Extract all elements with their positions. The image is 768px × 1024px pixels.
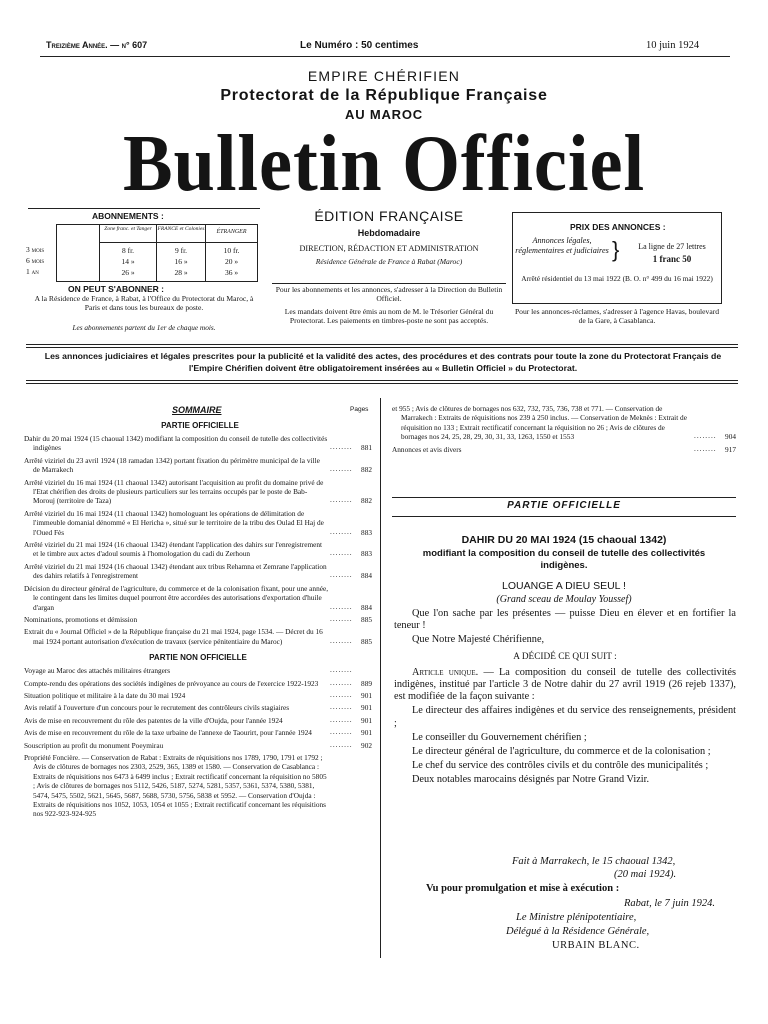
toc-entry: Arrêté viziriel du 16 mai 1924 (11 chaoual 1342) homologuant les opérations de délimitation de l'immeuble domanial dénommé « El Hericha », situé sur le territoire de la tribu des Oulad El Haj de l'Oued Fès ........ 883 [24, 508, 372, 537]
toc-entry-text: Nominations, promotions et démission [24, 614, 138, 624]
toc-entry: Avis de mise en recouvrement du rôle de la taxe urbaine de l'annexe de Taourirt, pour l'année 1924 ........ 901 [24, 727, 372, 738]
prix-value: 1 franc 50 [652, 254, 692, 264]
prix-ligne: La ligne de 27 lettres [638, 242, 706, 251]
toc-page-number: 881 [361, 443, 372, 453]
issue-price: Le Numéro : 50 centimes [300, 40, 419, 51]
toc-entry-text: Arrêté viziriel du 23 avril 1924 (18 ramadan 1342) portant fixation du périmètre municipal de la ville de Marrakech [24, 455, 320, 475]
toc-entry: Avis relatif à l'ouverture d'un concours pour le recrutement des contrôleurs civils stagiaires ........ 901 [24, 702, 372, 713]
notice-rule-bottom-2 [26, 383, 738, 384]
prix-title: PRIX DES ANNONCES : [570, 222, 666, 232]
edition-para2: Les mandats doivent être émis au nom de M. le Trésorier Général du Protectorat. Les paiements en timbres-poste ne sont pas acceptés. [284, 307, 494, 325]
toc-entry-text: Souscription au profit du monument Poeymirau [24, 740, 164, 750]
dahir-subtitle: modifiant la composition du conseil de tutelle des collectivités indigènes. [422, 548, 706, 571]
council-member: Le chef du service des contrôles civils et du contrôle des municipalités ; [412, 760, 709, 772]
toc-page-number: 901 [361, 703, 372, 713]
abonner-title: ON PEUT S'ABONNER : [68, 284, 164, 294]
masthead-protectorat: Protectorat de la République Française [220, 87, 548, 104]
dahir-decide: A DÉCIDÉ CE QUI SUIT : [513, 651, 617, 662]
row-label-1-an: 1 an [26, 267, 39, 276]
masthead-empire: EMPIRE CHÉRIFIEN [307, 68, 461, 84]
toc-officielle-list [24, 434, 372, 822]
column-divider [380, 398, 381, 958]
toc-page-number: 889 [361, 678, 372, 688]
toc-page-number: 901 [361, 715, 372, 725]
toc-entry-text: Situation politique et militaire à la date du 30 mai 1924 [24, 690, 186, 700]
masthead-au-maroc: AU MAROC [345, 107, 423, 122]
toc-entry [24, 753, 372, 819]
top-rule [40, 56, 730, 57]
row-label-3-mois: 3 mois [26, 245, 45, 254]
toc-entry-text: Avis de mise en recouvrement du rôle des patentes de la ville d'Oujda, pour l'année 1924 [24, 715, 283, 725]
edition-title: ÉDITION FRANÇAISE [314, 208, 464, 224]
toc-entry-text: Dahir du 20 mai 1924 (15 chaoual 1342) modifiant la composition du conseil de tutelle des collectivités indigènes [24, 434, 328, 453]
toc-entry-text: Annonces et avis divers [392, 444, 462, 454]
toc-entry-text: Arrêté viziriel du 21 mai 1924 (16 chaoual 1342) étendant aux tribus Rehamna et Zemrane l'application des dahirs relatifs à l'enregistrement [24, 561, 327, 581]
toc-entry: Avis de mise en recouvrement du rôle des patentes de la ville d'Oujda, pour l'année 1924 ........ 901 [24, 714, 372, 725]
toc-page-number: 884 [361, 602, 372, 612]
abonnements-table [56, 224, 258, 282]
dahir-majeste: Que Notre Majesté Chérifienne, [412, 634, 545, 646]
toc-page-number: 901 [361, 690, 372, 700]
fait-a-marrakech: Fait à Marrakech, le 15 chaoual 1342, [512, 856, 676, 867]
ministre-title: Le Ministre plénipotentiaire, [516, 912, 637, 923]
col-header-france: FRANCE et Colonies [157, 226, 205, 232]
toc-entry: Situation politique et militaire à la date du 30 mai 1924 ........ 901 [24, 689, 372, 700]
toc-entry-text: Extrait du « Journal Officiel » de la République française du 21 mai 1924, page 1534. — Décret du 16 mai 1924 portant autorisation d'exécution de travaux (service pénitentiaire du Maroc) [24, 627, 323, 646]
toc-entry: Extrait du « Journal Officiel » de la République française du 21 mai 1924, page 1534. — Décret du 16 mai 1924 portant autorisation d'exécution de travaux (service pénitentiaire du Maroc) ........ 885 [24, 627, 372, 646]
article-label: Article unique. [412, 666, 479, 678]
partie-officielle-label: PARTIE OFFICIELLE [161, 421, 239, 430]
toc-page-number: 885 [361, 614, 372, 624]
edition-residence: Résidence Générale de France à Rabat (Maroc) [315, 257, 463, 266]
issue-number: Treizième Année. — n° 607 [46, 40, 148, 50]
toc-entry: Décision du directeur général de l'agriculture, du commerce et de la colonisation fixant, pour une année, le contingent dans les limites duquel pourront être accordées des autorisations d'exportation d'huile d'argan ........ 884 [24, 583, 372, 612]
toc-page-number: 882 [361, 465, 372, 475]
prix-legal-label: Annonces légales, réglementaires et judiciaires [515, 236, 609, 255]
abonnements-note: Les abonnements partent du 1er de chaque mois. [72, 323, 216, 332]
price-3m-zone: 8 fr. [121, 246, 135, 255]
toc-page-number: 883 [361, 527, 372, 537]
price-1y-france: 28 » [174, 268, 188, 277]
toc-entry-text: Propriété Foncière. — Conservation de Rabat : Extraits de réquisitions nos 1789, 1790, 1791 et 1792 ; Avis de clôtures de bornages nos 2303, 2529, 365, 1389 et 1580. — Conservation de Casablanca : Extraits de réquisitions nos 6473 à 6499 inclus ; Extrait rectificatif concernant la réquisition no 5805 ; Avis de clôtures de bornages nos 5112, 5426, 5187, 5274, 5281, 5357, 5361, 5374, 5380, 5381, 5474, 5475, 5502, 5621, 5645, 5687, 5688, 5730, 5756, 5838 et 5952. — Conservation d'Oujda : Extraits de réquisitions nos 1052, 1053, 1054 et 1055 ; Extrait rectificatif concernant les réquisitions nos 922-923-924-925 [24, 752, 327, 819]
toc-entry-text: Décision du directeur général de l'agriculture, du commerce et de la colonisation fixant, pour une année, le contingent dans les limites duquel pourront être accordées des autorisations d'exportation d'huile d'argan [24, 583, 329, 612]
masthead-title: Bulletin Officiel [122, 120, 646, 208]
edition-frequency: Hebdomadaire [357, 228, 421, 238]
toc-entry: Souscription au profit du monument Poeymirau ........ 902 [24, 739, 372, 750]
row-label-6-mois: 6 mois [26, 256, 45, 265]
toc-entry: Dahir du 20 mai 1924 (15 chaoual 1342) modifiant la composition du conseil de tutelle des collectivités indigènes ........ 881 [24, 434, 372, 453]
fait-date: (20 mai 1924). [614, 869, 677, 880]
issue-date: 10 juin 1924 [646, 40, 700, 51]
partie-officielle-header: PARTIE OFFICIELLE [507, 500, 621, 511]
toc-entry-text: Avis relatif à l'ouverture d'un concours pour le recrutement des contrôleurs civils stagiaires [24, 703, 290, 713]
toc-entry: Compte-rendu des opérations des sociétés indigènes de prévoyance au cours de l'exercice 1922-1923 ........ 889 [24, 677, 372, 688]
toc-entry: Arrêté viziriel du 21 mai 1924 (16 chaoual 1342) étendant l'application des dahirs sur l'enregistrement et le timbre aux actes d'adoul soumis à l'homologation du cadi du Zerhoun ........ 883 [24, 540, 372, 559]
abonner-text: A la Résidence de France, à Rabat, à l'Office du Protectorat du Maroc, à Paris et dans tous les bureaux de poste. [34, 294, 254, 312]
rabat-date: Rabat, le 7 juin 1924. [624, 898, 715, 909]
council-member: Le directeur des affaires indigènes et du service des renseignements, président ; [394, 705, 736, 729]
signature: URBAIN BLANC. [552, 940, 640, 951]
toc-entry: Voyage au Maroc des attachés militaires étrangers ........ [24, 665, 353, 676]
toc-entry-text: Arrêté viziriel du 21 mai 1924 (16 chaoual 1342) étendant l'application des dahirs sur l'enregistrement et le timbre aux actes d'adoul soumis à l'homologation du cadi du Zerhoun [24, 540, 323, 559]
sommaire-pages-label: Pages [350, 406, 369, 413]
dahir-preamble: Que l'on sache par les présentes — puisse Dieu en élever et en fortifier la teneur ! [394, 608, 736, 632]
council-member: Deux notables marocains désignés par Notre Grand Vizir. [412, 774, 650, 786]
toc-entry: et 955 ; Avis de clôtures de bornages nos 632, 732, 735, 736, 738 et 771. — Conservation de Marrakech : Extraits de réquisitions nos 239 à 250 inclus. — Conservation de Meknès : Extrait de réquisition no 133 ; Extrait rectificatif concernant la réquisition no 26 ; Avis de clôtures de bornages nos 24, 25, 28, 29, 30, 31, 33, 1263, 1550 et 1553 ........ 904 [392, 404, 736, 442]
prix-arrete: Arrêté résidentiel du 13 mai 1922 (B. O. n° 499 du 16 mai 1922) [521, 274, 713, 283]
toc-entry-text: Avis de mise en recouvrement du rôle de la taxe urbaine de l'annexe de Taourirt, pour l'année 1924 [24, 728, 312, 738]
abonnements-top-rule [28, 208, 260, 209]
price-3m-etranger: 10 fr. [223, 246, 240, 255]
notice-rule-bottom [26, 380, 738, 381]
toc-entry-text: et 955 ; Avis de clôtures de bornages nos 632, 732, 735, 736, 738 et 771. — Conservation de Marrakech : Extraits de réquisitions nos 239 à 250 inclus. — Conservation de Meknès : Extrait de réquisition no 133 ; Extrait rectificatif concernant la réquisition no 26 ; Avis de clôtures de bornages nos 24, 25, 28, 29, 30, 31, 33, 1263, 1550 et 1553 [392, 404, 687, 442]
sommaire-title: SOMMAIRE [172, 405, 222, 415]
partie-non-officielle-label: PARTIE NON OFFICIELLE [149, 653, 247, 663]
dahir-article [394, 667, 736, 704]
louange: LOUANGE A DIEU SEUL ! [502, 580, 626, 592]
toc-entry: Annonces et avis divers ........ 917 [392, 443, 736, 454]
dahir-body [394, 608, 736, 789]
council-member: Le conseiller du Gouvernement chérifien ; [412, 731, 587, 743]
council-member: Le directeur général de l'agriculture, du commerce et de la colonisation ; [412, 746, 711, 758]
toc-page-number: 882 [361, 496, 372, 506]
prix-reclames: Pour les annonces-réclames, s'adresser à l'agence Havas, boulevard de la Gare, à Casablanca. [514, 307, 720, 325]
price-6m-etranger: 20 » [224, 257, 239, 266]
toc-page-number: 885 [361, 636, 372, 646]
prix-brace: } [612, 237, 620, 262]
price-6m-zone: 14 » [121, 257, 135, 266]
toc-entry: Arrêté viziriel du 16 mai 1924 (11 chaoual 1342) autorisant l'acquisition au profit du domaine privé de l'Etat chérifien des droits de plusieurs particuliers sur les terrains occupés par le poste de Bab-Morouj (territoire de Taza) ........ 882 [24, 477, 372, 506]
col-header-etranger: ÉTRANGER [216, 229, 247, 235]
legal-notice: Les annonces judiciaires et légales prescrites pour la publicité et la validité des actes, des procédures et des contrats pour toute la zone du Protectorat Français de l'Empire Chérifien doivent être obligatoirement insérées au « Bulletin Officiel » du Protectorat. [44, 351, 722, 373]
table-divider [99, 242, 257, 243]
toc-entry: Nominations, promotions et démission ........ 885 [24, 613, 372, 624]
price-1y-etranger: 36 » [224, 268, 239, 277]
toc-page-number: 901 [361, 728, 372, 738]
price-6m-france: 16 » [174, 257, 188, 266]
toc-page-number: 902 [361, 740, 372, 750]
notice-rule-top-2 [26, 347, 738, 348]
notice-rule-top [26, 344, 738, 345]
toc-entry-text: Arrêté viziriel du 16 mai 1924 (11 chaoual 1342) autorisant l'acquisition au profit du domaine privé de l'Etat chérifien des droits de plusieurs particuliers sur les terrains occupés par le poste de Bab-Morouj (territoire de Taza) [24, 477, 324, 506]
toc-continued [392, 404, 736, 457]
col-header-zone: Zone franc. et Tanger [104, 226, 152, 232]
abonnements-title: ABONNEMENTS : [92, 211, 164, 221]
toc-page-number: 904 [725, 432, 736, 442]
vu-pour-promulgation: Vu pour promulgation et mise à exécution : [426, 883, 620, 894]
toc-page-number: 883 [361, 549, 372, 559]
toc-page-number: 884 [361, 571, 372, 581]
edition-para1: Pour les abonnements et les annonces, s'adresser à la Direction du Bulletin Officiel. [275, 285, 503, 303]
grand-sceau: (Grand sceau de Moulay Youssef) [496, 594, 632, 605]
price-1y-zone: 26 » [121, 268, 135, 277]
toc-entry: Arrêté viziriel du 21 mai 1924 (16 chaoual 1342) étendant aux tribus Rehamna et Zemrane l'application des dahirs relatifs à l'enregistrement ........ 884 [24, 561, 372, 581]
toc-entry: Arrêté viziriel du 23 avril 1924 (18 ramadan 1342) portant fixation du périmètre municipal de la ville de Marrakech ........ 882 [24, 455, 372, 475]
toc-entry-text: Voyage au Maroc des attachés militaires étrangers [24, 666, 171, 676]
dahir-title: DAHIR DU 20 MAI 1924 (15 chaoual 1342) [461, 534, 667, 546]
edition-direction: DIRECTION, RÉDACTION ET ADMINISTRATION [299, 244, 479, 253]
edition-rule [272, 283, 506, 284]
toc-entry-text: Arrêté viziriel du 16 mai 1924 (11 chaoual 1342) homologuant les opérations de délimitation de l'immeuble domanial dénommé « El Hericha », situé sur le territoire de la tribu des Oulad El Haj de l'Oued Fès [24, 508, 324, 537]
toc-page-number: 917 [725, 444, 736, 454]
article-text: — La composition du conseil de tutelle des collectivités indigènes, institué par l'article 3 de Notre dahir du 27 avril 1919 (26 rejeb 1337), est modifiée de la façon suivante : [394, 666, 736, 703]
price-3m-france: 9 fr. [174, 246, 188, 255]
toc-entry-text: Compte-rendu des opérations des sociétés indigènes de prévoyance au cours de l'exercice 1922-1923 [24, 678, 319, 688]
delegue-title: Délégué à la Résidence Générale, [506, 926, 650, 937]
